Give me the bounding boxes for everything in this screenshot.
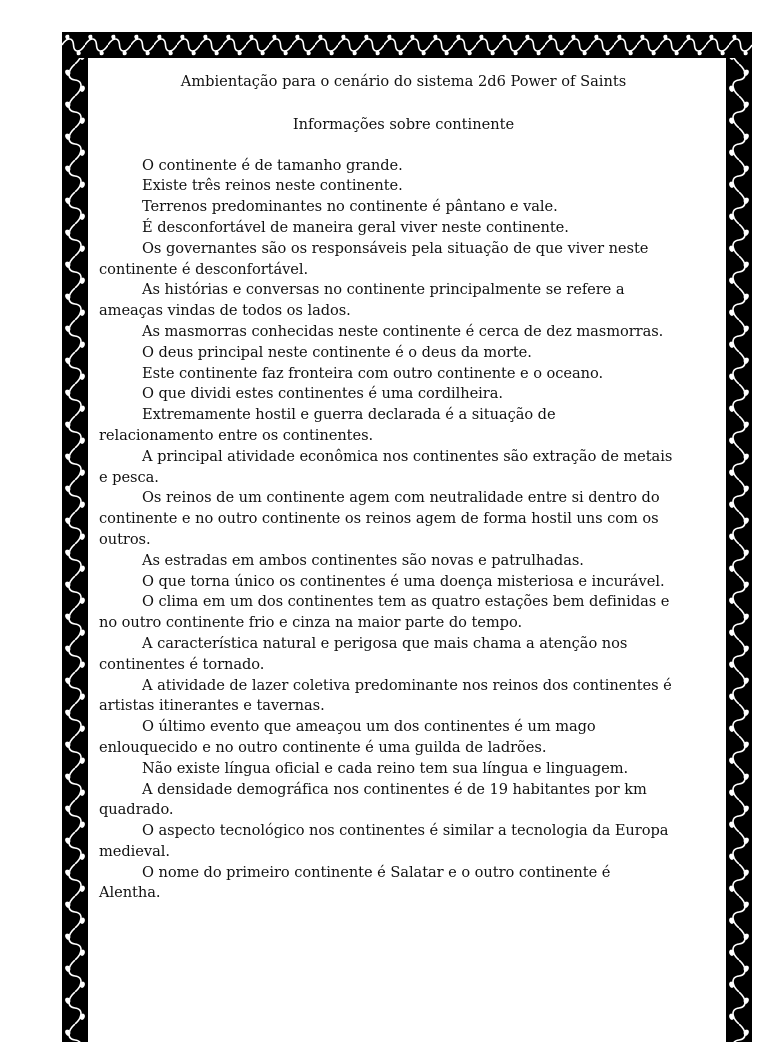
paragraph: Este continente faz fronteira com outro continente e o oceano. [142, 364, 604, 382]
paragraph: A característica natural e perigosa que mais chama a atenção nos continentes é tornado. [99, 634, 628, 673]
paragraph: O clima em um dos continentes tem as quatro estações bem definidas e no outro continente frio e cinza na maior parte do tempo. [99, 593, 670, 632]
paragraph: As masmorras conhecidas neste continente é cerca de dez masmorras. [142, 322, 664, 340]
paragraph: O que torna único os continentes é uma doença misteriosa e incurável. [142, 572, 665, 590]
paragraph: O que dividi estes continentes é uma cordilheira. [142, 385, 503, 403]
paragraph: Terrenos predominantes no continente é pântano e vale. [142, 198, 558, 216]
document-title: Ambientação para o cenário do sistema 2d6 Power of Saints [180, 73, 627, 90]
paragraph: As histórias e conversas no continente principalmente se refere a ameaças vindas de todos os lados. [99, 281, 625, 320]
paragraph: Os reinos de um continente agem com neutralidade entre si dentro do continente e no outro continente os reinos agem de forma hostil uns com os outros. [99, 489, 660, 548]
paragraph: O nome do primeiro continente é Salatar e o outro continente é Alentha. [99, 863, 611, 902]
paragraph-list [99, 156, 674, 905]
document-subtitle: Informações sobre continente [292, 115, 515, 133]
paragraph: A atividade de lazer coletiva predominante nos reinos dos continentes é artistas itinerantes e tavernas. [99, 676, 672, 715]
vine-border-right [726, 32, 752, 1042]
paragraph: Existe três reinos neste continente. [142, 177, 403, 195]
paragraph: O continente é de tamanho grande. [142, 156, 403, 174]
paragraph: Não existe língua oficial e cada reino tem sua língua e linguagem. [142, 759, 629, 777]
paragraph: Extremamente hostil e guerra declarada é a situação de relacionamento entre os continentes. [99, 406, 556, 444]
paragraph: A principal atividade econômica nos continentes são extração de metais e pesca. [99, 447, 673, 486]
paragraph: A densidade demográfica nos continentes é de 19 habitantes por km quadrado. [99, 780, 647, 819]
paragraph: O deus principal neste continente é o deus da morte. [142, 343, 532, 361]
paragraph: As estradas em ambos continentes são novas e patrulhadas. [142, 551, 584, 569]
paragraph: É desconfortável de maneira geral viver neste continente. [142, 218, 569, 236]
paragraph: Os governantes são os responsáveis pela situação de que viver neste continente é desconfortável. [99, 239, 649, 278]
paragraph: O último evento que ameaçou um dos continentes é um mago enlouquecido e no outro continente é uma guilda de ladrões. [99, 718, 596, 756]
paragraph: O aspecto tecnológico nos continentes é similar a tecnologia da Europa medieval. [99, 822, 669, 860]
vine-border-left [62, 32, 88, 1042]
vine-border-top [62, 32, 752, 58]
document-body [99, 72, 674, 904]
